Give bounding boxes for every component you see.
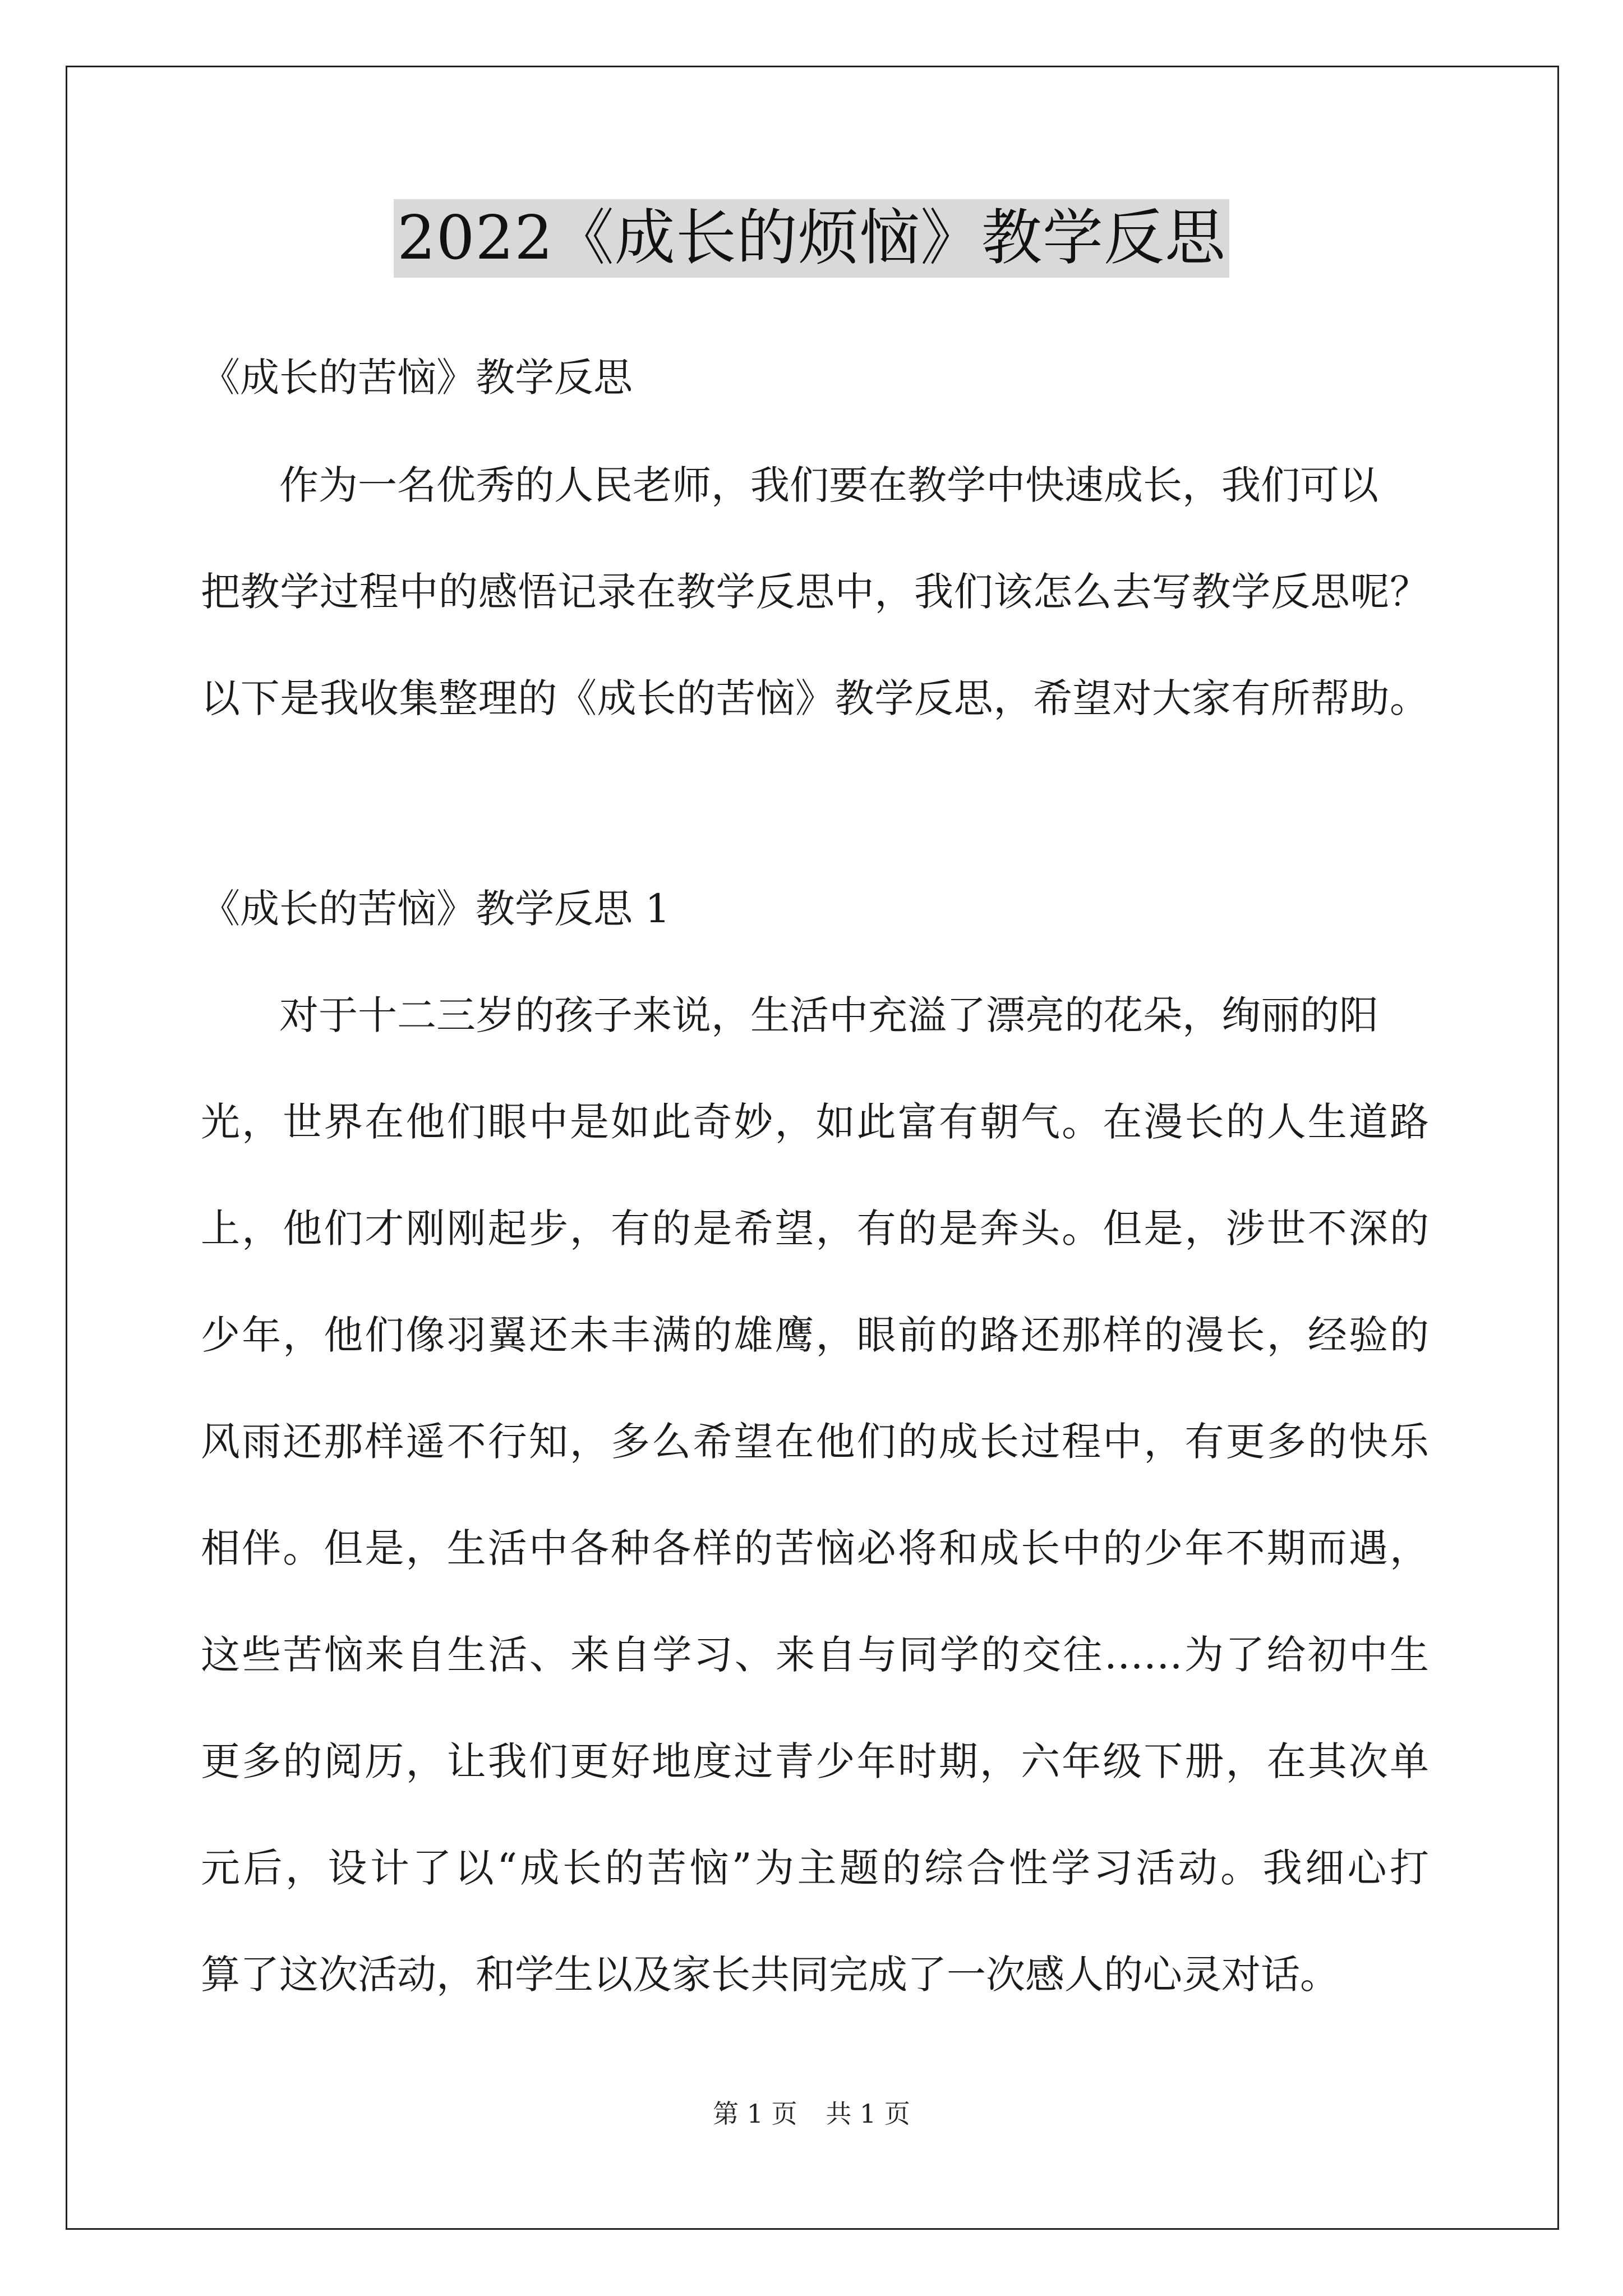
body-line: 相伴。但是，生活中各种各样的苦恼必将和成长中的少年不期而遇，: [201, 1525, 1429, 1571]
body-line: 算了这次活动，和学生以及家长共同完成了一次感人的心灵对话。: [201, 1952, 1339, 1998]
intro-line: 以下是我收集整理的《成长的苦恼》教学反思，希望对大家有所帮助。: [201, 675, 1429, 721]
body-line: 上，他们才刚刚起步，有的是希望，有的是奔头。但是，涉世不深的: [201, 1205, 1429, 1251]
intro-line: 把教学过程中的感悟记录在教学反思中，我们该怎么去写教学反思呢？: [201, 569, 1429, 615]
body-line: 更多的阅历，让我们更好地度过青少年时期，六年级下册，在其次单: [201, 1738, 1429, 1784]
document-title: 2022《成长的烦恼》教学反思: [394, 199, 1229, 278]
body-line: 少年，他们像羽翼还未丰满的雄鹰，眼前的路还那样的漫长，经验的: [201, 1312, 1429, 1358]
title-container: [0, 199, 1623, 278]
body-line: 这些苦恼来自生活、来自学习、来自与同学的交往……为了给初中生: [201, 1632, 1429, 1678]
page-number-current: 第 1 页: [713, 2099, 797, 2129]
page-footer: [0, 2097, 1623, 2131]
body-line: 风雨还那样遥不行知，多么希望在他们的成长过程中，有更多的快乐: [201, 1419, 1429, 1465]
subtitle: 《成长的苦恼》教学反思: [201, 355, 633, 401]
body-line: 元后，设计了以“成长的苦恼”为主题的综合性学习活动。我细心打: [201, 1845, 1429, 1891]
section-heading: 《成长的苦恼》教学反思 1: [201, 886, 670, 932]
body-line: 对于十二三岁的孩子来说，生活中充溢了漂亮的花朵，绚丽的阳: [279, 992, 1378, 1038]
intro-line: 作为一名优秀的人民老师，我们要在教学中快速成长，我们可以: [279, 462, 1378, 508]
page-number-total: 共 1 页: [826, 2099, 910, 2129]
body-line: 光，世界在他们眼中是如此奇妙，如此富有朝气。在漫长的人生道路: [201, 1099, 1429, 1145]
